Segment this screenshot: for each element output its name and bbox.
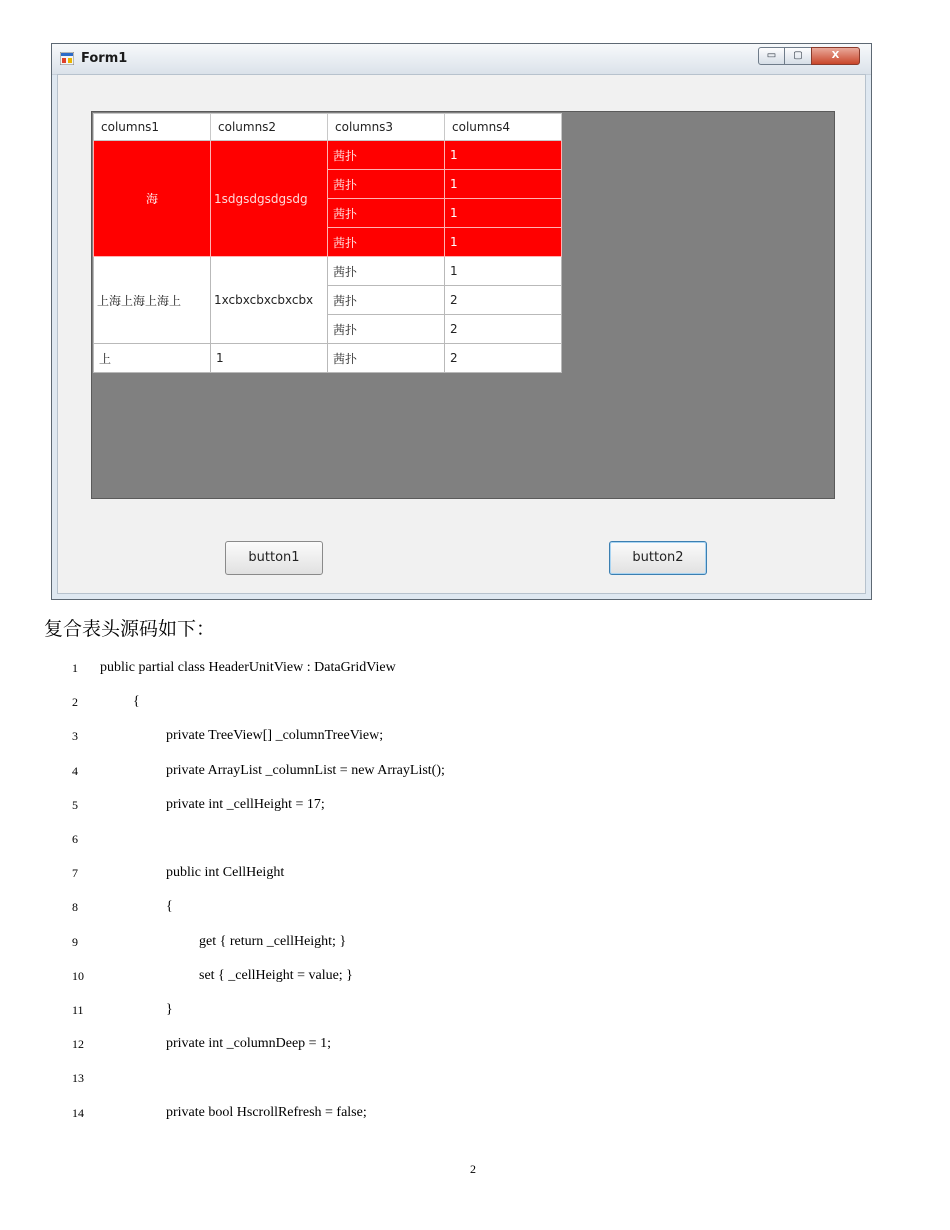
code-text: set { _cellHeight = value; } bbox=[199, 967, 353, 983]
page-number: 2 bbox=[470, 1162, 476, 1176]
line-number: 13 bbox=[72, 1071, 84, 1086]
section-heading: 复合表头源码如下： bbox=[44, 618, 216, 640]
grid-cell[interactable]: 茜扑 bbox=[328, 228, 445, 257]
code-text: public int CellHeight bbox=[166, 865, 285, 881]
form-client-area bbox=[57, 74, 866, 594]
merged-cell[interactable]: 1sdgsdgsdgsdg bbox=[211, 141, 328, 257]
column-header[interactable]: columns1 bbox=[94, 114, 211, 141]
column-header[interactable]: columns3 bbox=[328, 114, 445, 141]
code-text: private bool HscrollRefresh = false; bbox=[166, 1104, 367, 1120]
minimize-icon[interactable]: ▭ bbox=[758, 47, 785, 65]
code-text: { bbox=[166, 899, 173, 915]
grid-cell[interactable]: 2 bbox=[445, 315, 562, 344]
column-header[interactable]: columns2 bbox=[211, 114, 328, 141]
code-text: public partial class HeaderUnitView : DataGridView bbox=[100, 660, 396, 675]
data-grid-view[interactable] bbox=[91, 111, 835, 499]
code-text: get { return _cellHeight; } bbox=[199, 933, 347, 949]
line-number: 3 bbox=[72, 729, 78, 744]
grid-cell[interactable]: 1 bbox=[445, 257, 562, 286]
grid-cell[interactable]: 2 bbox=[445, 286, 562, 315]
line-number: 14 bbox=[72, 1105, 84, 1120]
maximize-icon[interactable]: ▢ bbox=[784, 47, 812, 65]
close-icon[interactable]: X bbox=[811, 47, 860, 65]
code-line bbox=[0, 963, 950, 993]
code-line bbox=[0, 1031, 950, 1061]
code-line bbox=[0, 723, 950, 753]
code-text: private int _cellHeight = 17; bbox=[166, 796, 325, 812]
code-line bbox=[0, 1100, 950, 1130]
button1[interactable]: button1 bbox=[225, 541, 323, 575]
code-line bbox=[0, 826, 950, 856]
form1-window bbox=[51, 43, 872, 600]
grid-cell[interactable]: 茜扑 bbox=[328, 141, 445, 170]
grid-cell[interactable]: 1 bbox=[445, 170, 562, 199]
column-header[interactable]: columns4 bbox=[445, 114, 562, 141]
line-number: 5 bbox=[72, 797, 78, 812]
line-number: 10 bbox=[72, 968, 84, 983]
table-row[interactable] bbox=[94, 141, 562, 170]
app-icon bbox=[60, 52, 74, 65]
code-line bbox=[0, 758, 950, 788]
code-line bbox=[0, 860, 950, 890]
code-text: private int _columnDeep = 1; bbox=[166, 1036, 331, 1052]
title-bar bbox=[52, 44, 871, 75]
merged-cell[interactable]: 海 bbox=[94, 141, 211, 257]
table-row[interactable] bbox=[94, 344, 562, 373]
line-number: 11 bbox=[72, 1003, 84, 1017]
grid-cell[interactable]: 1 bbox=[445, 199, 562, 228]
code-line bbox=[0, 689, 950, 719]
code-text: { bbox=[133, 694, 140, 710]
table-row[interactable] bbox=[94, 257, 562, 286]
code-line bbox=[0, 997, 950, 1027]
line-number: 4 bbox=[72, 763, 78, 778]
window-title: Form1 bbox=[81, 51, 128, 66]
line-number: 12 bbox=[72, 1037, 84, 1052]
line-number: 6 bbox=[72, 832, 78, 846]
line-number: 8 bbox=[72, 900, 78, 915]
code-text: private TreeView[] _columnTreeView; bbox=[166, 728, 384, 744]
header-row bbox=[94, 114, 562, 141]
code-line bbox=[0, 929, 950, 959]
line-number: 7 bbox=[72, 866, 78, 881]
grid-cell[interactable]: 2 bbox=[445, 344, 562, 373]
grid-cell[interactable]: 上 bbox=[94, 344, 211, 373]
grid-cell[interactable]: 1 bbox=[211, 344, 328, 373]
line-number: 2 bbox=[72, 695, 78, 710]
grid-cell[interactable]: 茜扑 bbox=[328, 170, 445, 199]
grid-cell[interactable]: 1 bbox=[445, 141, 562, 170]
line-number: 9 bbox=[72, 934, 78, 949]
grid-cell[interactable]: 茜扑 bbox=[328, 199, 445, 228]
code-line bbox=[0, 655, 950, 685]
code-line bbox=[0, 894, 950, 924]
merged-cell[interactable]: 上海上海上海上 bbox=[94, 257, 211, 344]
grid-table bbox=[93, 113, 562, 373]
grid-cell[interactable]: 1 bbox=[445, 228, 562, 257]
code-text: } bbox=[166, 1002, 173, 1017]
grid-cell[interactable]: 茜扑 bbox=[328, 257, 445, 286]
merged-cell[interactable]: 1xcbxcbxcbxcbx bbox=[211, 257, 328, 344]
grid-cell[interactable]: 茜扑 bbox=[328, 286, 445, 315]
code-text: private ArrayList _columnList = new ArrayList(); bbox=[166, 762, 445, 778]
code-line bbox=[0, 1065, 950, 1095]
grid-cell[interactable]: 茜扑 bbox=[328, 315, 445, 344]
code-line bbox=[0, 792, 950, 822]
button2[interactable]: button2 bbox=[609, 541, 707, 575]
grid-cell[interactable]: 茜扑 bbox=[328, 344, 445, 373]
line-number: 1 bbox=[72, 661, 78, 675]
